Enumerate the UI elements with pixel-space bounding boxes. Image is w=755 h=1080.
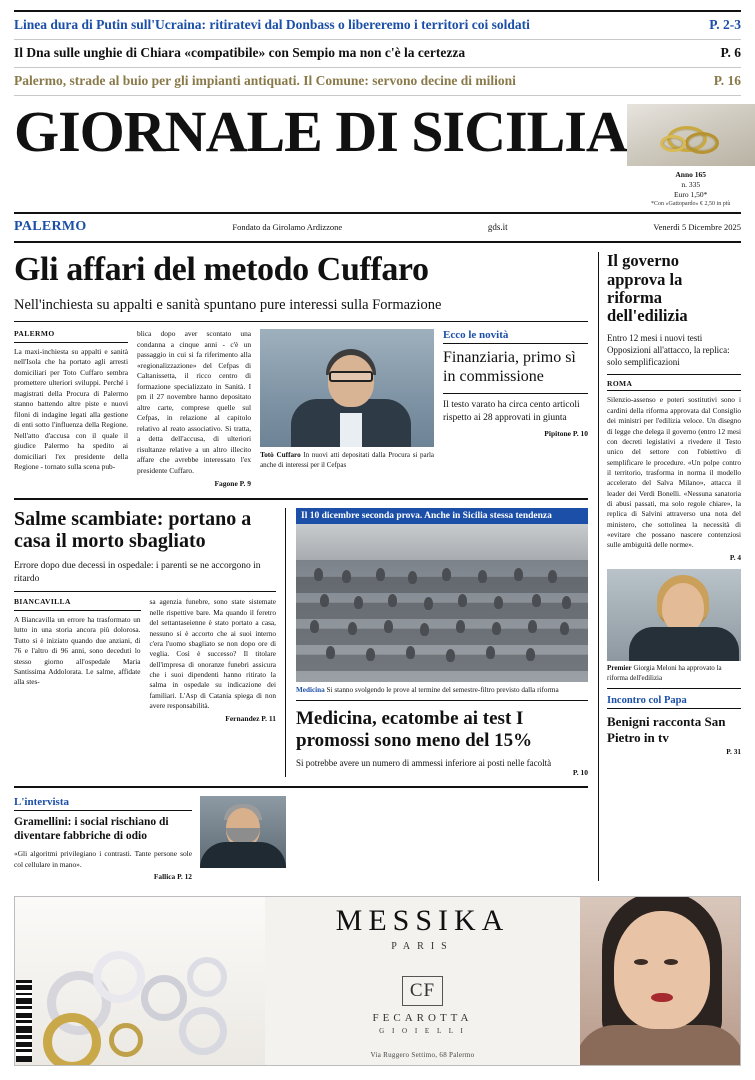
lead-body — [14, 322, 588, 490]
masthead-title: GIORNALE DI SICILIA — [14, 99, 627, 164]
teaser-page: P. 2-3 — [709, 17, 741, 32]
salme-kicker: BIANCAVILLA — [14, 597, 141, 611]
sidebar-headline: Il governo approva la riforma dell'edilizia — [607, 251, 688, 325]
medicina-subhead: Si potrebbe avere un numero di ammessi inferiore ai posti nelle facoltà — [296, 757, 552, 768]
papa-article[interactable] — [607, 689, 741, 756]
ad-retailer-subtitle: G I O I E L L I — [379, 1026, 466, 1035]
lead-photo-caption — [260, 447, 434, 471]
novita-box[interactable] — [443, 329, 588, 490]
ad-jewelry-image — [15, 897, 265, 1065]
novita-title: Finanziaria, primo sì in commissione — [443, 349, 576, 385]
lead-photo-caption-text: In nuovi atti depositati dalla Procura si parla anche di interessi per il Cefpas — [260, 451, 435, 469]
ad-retailer-name: FECAROTTA — [372, 1011, 473, 1024]
teaser-text: Linea dura di Putin sull'Ucraina: ritiratevi dal Donbass o libereremo i territori coi soldati — [14, 17, 530, 32]
masthead-side — [627, 104, 755, 208]
advertisement[interactable] — [14, 896, 741, 1066]
masthead-prezzo: Euro 1,50* — [674, 190, 708, 200]
secondary-articles — [14, 500, 588, 777]
ad-brand-block — [265, 897, 580, 1065]
papa-kicker: Incontro col Papa — [607, 689, 741, 709]
lead-byline: Fagone P. 9 — [214, 479, 252, 489]
novita-text: Il testo varato ha circa cento articoli rispetto ai 28 approvati in giunta — [443, 399, 580, 423]
sidebar-text: Silenzio-assenso e poteri sostitutivi sono i cardini della riforma approvata dal Consiglio dei ministri per l'edilizia veloce. Un disegno di legge che delega il governo (entro 12 mesi con decreti legislativi a rivedere il Testo unico del settore con l'obiettivo di semplificare le procedure. «Un polpe contro il territorio, trasforma in norma il modello accelerato del Salva Milano», attacca il leader dei Verdi Bonelli. «Nessuna sanatoria di abusi passati, ma solo regole chiare», la replica di Salvini attraverso una nota del ministero, che sottolinea la necessità di «evitare che possano nascere contenziosi sulle ambiguità delle norme». — [607, 395, 741, 550]
masthead-info — [627, 166, 755, 208]
salme-paragraph-1: A Biancavilla un errore ha trasformato un lutto in una storia ancora più dolorosa. Tutto si è iniziato quando due anziani, di 76 e l'altro di 96 anni, sono deceduti lo stesso giorno all'ospedale Maria Santissima Addolorata. Le salme, affidate alla stes- — [14, 615, 141, 687]
website-link[interactable]: gds.it — [487, 222, 508, 233]
jewelry-photo — [627, 104, 755, 166]
ad-brand-subtitle: PARIS — [391, 940, 454, 952]
teaser-item[interactable] — [14, 40, 741, 68]
ad-retailer-logo — [373, 976, 473, 1035]
papa-headline: Benigni racconta San Pietro in tv — [607, 714, 726, 745]
cuffaro-photo — [260, 329, 434, 447]
gramellini-photo — [200, 796, 286, 868]
interview-quote: «Gli algoritmi privilegiano i contrasti. Tante persone sole col cellulare in mano». — [14, 849, 192, 869]
main-column — [14, 252, 588, 881]
ad-model-photo — [580, 897, 740, 1065]
meloni-photo — [607, 569, 741, 661]
interview-article[interactable] — [14, 786, 588, 881]
teaser-bar — [14, 0, 741, 96]
sidebar-caption-text: Giorgia Meloni ha approvato la riforma dell'edilizia — [607, 663, 722, 682]
sidebar-column — [598, 252, 741, 881]
novita-byline: Pipitone P. 10 — [544, 428, 588, 438]
lead-kicker: PALERMO — [14, 329, 128, 343]
medicina-photo-caption — [296, 682, 588, 701]
masthead-numero: n. 335 — [681, 180, 701, 190]
medicina-page: P. 10 — [572, 767, 588, 777]
ad-brand-name: MESSIKA — [335, 903, 510, 937]
content-grid — [14, 243, 741, 881]
interview-text-block — [14, 796, 192, 881]
lead-subhead: Nell'inchiesta su appalti e sanità spuntano pure interessi sulla Formazione — [14, 297, 588, 322]
teaser-item[interactable] — [14, 68, 741, 96]
masthead-bottom-bar — [14, 214, 741, 243]
salme-paragraph-2: sa agenzia funebre, sono state sistemate nelle rispettive bare. Ma quando il feretro del settantaseienne è stato portato a casa, nessuno si è accorto che ai suoi interno c'era l'uomo sbagliato se non dopo ore di veglia. Così è successo? Il titolare dell'impresa di onoranze funebri assicura che i suoi dipendenti hanno ritirato la salma in ospedale su indicazione dei familiari. L'Asp di Catania spiega di non avere responsabilità. — [149, 597, 276, 711]
salme-article[interactable] — [14, 508, 286, 777]
lead-paragraph-2: blica dopo aver scontato una condanna a cinque anni - c'è un passaggio in cui si fa riferimento alla «regionalizzazione» del Cefpas di Caltanissetta, il ricco centro di formazione specializzato in Sanità. I pm il 27 novembre hanno depositato altre carte, comprese quelle sul Cefpas, in relazione al capitolo relativo al reato associativo. Si tratta, a detta dell'accusa, di ulteriori risultanze relative a un altro illecito affare che avrebbe interessato l'ex presidente Cuffaro. — [137, 329, 252, 475]
sidebar-subhead: Entro 12 mesi i nuovi testi Opposizioni all'attacco, la replica: solo semplificazioni — [607, 332, 741, 375]
masthead-anno: Anno 165 — [675, 170, 707, 179]
lead-headline: Gli affari del metodo Cuffaro — [14, 251, 429, 289]
teaser-text: Il Dna sulle unghie di Chiara «compatibile» con Sempio ma non c'è la certezza — [14, 45, 466, 60]
medicina-caption-lead: Medicina — [296, 686, 325, 695]
interview-headline: Gramellini: i social rischiano di diventare fabbriche di odio — [14, 815, 169, 842]
teaser-page: P. 16 — [713, 73, 741, 88]
masthead — [14, 96, 741, 208]
classroom-photo — [296, 524, 588, 682]
lead-photo-block — [260, 329, 434, 490]
papa-page: P. 31 — [726, 746, 741, 756]
ad-monogram: CF — [402, 976, 443, 1006]
lead-photo-caption-name: Totò Cuffaro — [260, 451, 301, 460]
interview-kicker: L'intervista — [14, 796, 192, 811]
lead-article[interactable] — [14, 252, 588, 490]
salme-body — [14, 592, 276, 725]
lead-text-column — [14, 329, 128, 490]
teaser-item[interactable] — [14, 10, 741, 40]
teaser-text: Palermo, strade al buio per gli impianti antiquati. Il Comune: servono decine di milioni — [14, 73, 516, 88]
publication-date: Venerdì 5 Dicembre 2025 — [653, 222, 741, 233]
masthead-nota: *Con «Gattopardo» € 2,50 in più — [651, 201, 731, 208]
barcode — [16, 980, 32, 1064]
founder-line: Fondato da Girolamo Ardizzone — [232, 222, 343, 233]
salme-headline: Salme scambiate: portano a casa il morto sbagliato — [14, 508, 252, 553]
salme-byline: Fernandez P. 11 — [225, 714, 276, 724]
sidebar-photo-caption — [607, 661, 741, 689]
salme-subhead: Errore dopo due decessi in ospedale: i parenti se ne accorgono in ritardo — [14, 560, 276, 593]
lead-paragraph-1: La maxi-inchiesta su appalti e sanità nell'Isola che ha portato agli arresti domiciliari per Toto Cuffaro sembra promettere ulteriori sviluppi. Perché i magistrati della Procura di Palermo stanno battendo altre piste e nuovi filoni di indagine legati alla gestione di enti sotto l'influenza della Regione. Nell'atto d'accusa con il quale il giudice Palermo ha spedito ai domiciliari l'ex presidente della Regione - tornato sulla scena pub- — [14, 346, 129, 472]
sidebar-page: P. 4 — [729, 552, 741, 562]
novita-kicker: Ecco le novità — [443, 329, 588, 344]
medicina-caption-text: Si stanno svolgendo le prove al termine del semestre-filtro previsto dalla riforma — [326, 686, 559, 695]
lead-text-column — [137, 329, 251, 490]
interview-byline: Fallica P. 12 — [153, 872, 192, 882]
sidebar-kicker: ROMA — [607, 375, 741, 391]
edition-city: PALERMO — [14, 219, 87, 235]
medicina-headline: Medicina, ecatombe ai test I promossi sono meno del 15% — [296, 708, 533, 751]
ad-address: Via Ruggero Settimo, 68 Palermo — [370, 1050, 475, 1059]
teaser-page: P. 6 — [720, 45, 741, 60]
salme-text-column — [150, 597, 277, 725]
medicina-strip-label: Il 10 dicembre seconda prova. Anche in Sicilia stessa tendenza — [296, 508, 588, 524]
medicina-article[interactable] — [296, 508, 588, 777]
governo-article[interactable] — [607, 252, 741, 561]
sidebar-caption-name: Premier — [607, 663, 632, 672]
salme-text-column — [14, 597, 141, 725]
